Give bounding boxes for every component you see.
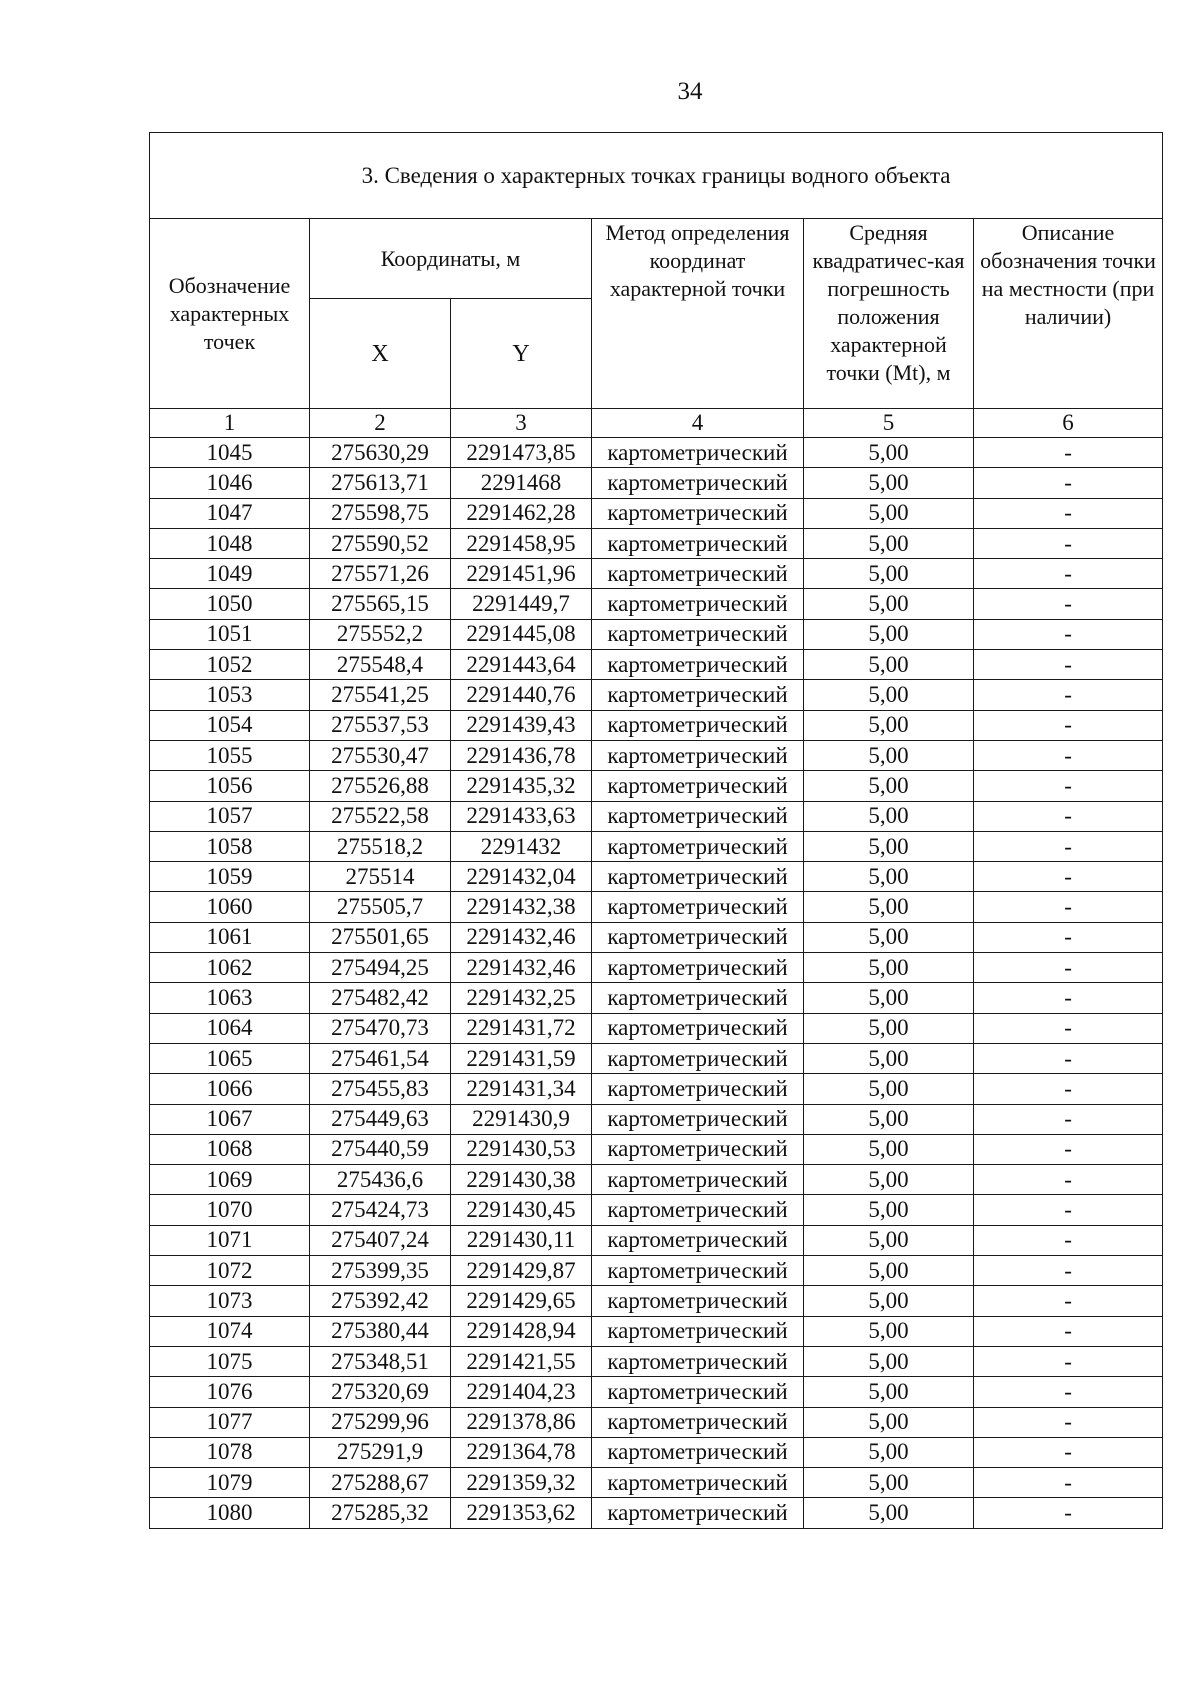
point-id-cell: 1057 [150,801,310,831]
description-cell: - [974,862,1163,892]
method-cell: картометрический [592,1165,804,1195]
y-coordinate-cell: 2291429,87 [451,1256,592,1286]
x-coordinate-cell: 275526,88 [310,771,451,801]
y-coordinate-cell: 2291430,11 [451,1225,592,1255]
x-coordinate-cell: 275285,32 [310,1498,451,1528]
y-coordinate-cell: 2291428,94 [451,1316,592,1346]
error-cell: 5,00 [804,1165,974,1195]
table-row [150,771,1163,801]
error-cell: 5,00 [804,1468,974,1498]
description-cell: - [974,801,1163,831]
error-cell: 5,00 [804,1256,974,1286]
y-coordinate-cell: 2291458,95 [451,528,592,558]
method-cell: картометрический [592,1074,804,1104]
y-coordinate-cell: 2291432,25 [451,983,592,1013]
description-cell: - [974,1377,1163,1407]
method-cell: картометрический [592,771,804,801]
y-coordinate-cell: 2291431,72 [451,1013,592,1043]
table-row [150,1013,1163,1043]
y-coordinate-cell: 2291432,46 [451,953,592,983]
x-coordinate-cell: 275613,71 [310,468,451,498]
error-cell: 5,00 [804,1074,974,1104]
method-cell: картометрический [592,1195,804,1225]
x-coordinate-cell: 275482,42 [310,983,451,1013]
point-id-cell: 1066 [150,1074,310,1104]
y-coordinate-cell: 2291429,65 [451,1286,592,1316]
error-cell: 5,00 [804,983,974,1013]
point-id-cell: 1077 [150,1407,310,1437]
point-id-cell: 1054 [150,710,310,740]
y-coordinate-cell: 2291431,59 [451,1043,592,1073]
table-row [150,559,1163,589]
description-cell: - [974,710,1163,740]
method-cell: картометрический [592,1437,804,1467]
error-cell: 5,00 [804,771,974,801]
table-row [150,1043,1163,1073]
method-cell: картометрический [592,1316,804,1346]
point-id-cell: 1076 [150,1377,310,1407]
error-cell: 5,00 [804,528,974,558]
y-coordinate-cell: 2291432,38 [451,892,592,922]
error-cell: 5,00 [804,559,974,589]
point-id-cell: 1080 [150,1498,310,1528]
x-coordinate-cell: 275348,51 [310,1346,451,1376]
y-coordinate-cell: 2291364,78 [451,1437,592,1467]
method-cell: картометрический [592,922,804,952]
y-coordinate-cell: 2291432,46 [451,922,592,952]
error-cell: 5,00 [804,1316,974,1346]
point-id-cell: 1078 [150,1437,310,1467]
description-cell: - [974,438,1163,468]
method-cell: картометрический [592,438,804,468]
point-id-cell: 1068 [150,1134,310,1164]
x-coordinate-cell: 275541,25 [310,680,451,710]
header-description: Описание обозначения точки на местности (при наличии) [974,219,1163,409]
x-coordinate-cell: 275514 [310,862,451,892]
y-coordinate-cell: 2291473,85 [451,438,592,468]
header-x: X [310,299,451,409]
table-row [150,710,1163,740]
column-numbers-row [150,409,1163,438]
x-coordinate-cell: 275291,9 [310,1437,451,1467]
table-row [150,1134,1163,1164]
y-coordinate-cell: 2291449,7 [451,589,592,619]
point-id-cell: 1075 [150,1346,310,1376]
x-coordinate-cell: 275537,53 [310,710,451,740]
table-row [150,650,1163,680]
description-cell: - [974,1407,1163,1437]
y-coordinate-cell: 2291436,78 [451,740,592,770]
method-cell: картометрический [592,983,804,1013]
y-coordinate-cell: 2291451,96 [451,559,592,589]
method-cell: картометрический [592,1256,804,1286]
table-row [150,528,1163,558]
point-id-cell: 1058 [150,831,310,861]
method-cell: картометрический [592,1013,804,1043]
table-row [150,892,1163,922]
description-cell: - [974,1043,1163,1073]
method-cell: картометрический [592,892,804,922]
description-cell: - [974,1498,1163,1528]
description-cell: - [974,589,1163,619]
description-cell: - [974,1437,1163,1467]
table-row [150,1195,1163,1225]
table-row [150,1074,1163,1104]
method-cell: картометрический [592,619,804,649]
y-coordinate-cell: 2291378,86 [451,1407,592,1437]
point-id-cell: 1047 [150,498,310,528]
x-coordinate-cell: 275494,25 [310,953,451,983]
error-cell: 5,00 [804,1225,974,1255]
x-coordinate-cell: 275598,75 [310,498,451,528]
point-id-cell: 1049 [150,559,310,589]
x-coordinate-cell: 275436,6 [310,1165,451,1195]
method-cell: картометрический [592,650,804,680]
table-row [150,1225,1163,1255]
error-cell: 5,00 [804,650,974,680]
method-cell: картометрический [592,710,804,740]
method-cell: картометрический [592,1407,804,1437]
header-error: Средняя квадратичес-кая погрешность положения характерной точки (Mt), м [804,219,974,409]
error-cell: 5,00 [804,498,974,528]
point-id-cell: 1052 [150,650,310,680]
point-id-cell: 1060 [150,892,310,922]
error-cell: 5,00 [804,1195,974,1225]
method-cell: картометрический [592,740,804,770]
point-id-cell: 1079 [150,1468,310,1498]
table-row [150,589,1163,619]
x-coordinate-cell: 275571,26 [310,559,451,589]
point-id-cell: 1045 [150,438,310,468]
table-row [150,862,1163,892]
y-coordinate-cell: 2291432,04 [451,862,592,892]
point-id-cell: 1071 [150,1225,310,1255]
y-coordinate-cell: 2291462,28 [451,498,592,528]
description-cell: - [974,1195,1163,1225]
point-id-cell: 1065 [150,1043,310,1073]
x-coordinate-cell: 275380,44 [310,1316,451,1346]
error-cell: 5,00 [804,831,974,861]
point-id-cell: 1069 [150,1165,310,1195]
x-coordinate-cell: 275288,67 [310,1468,451,1498]
table-row [150,1468,1163,1498]
y-coordinate-cell: 2291440,76 [451,680,592,710]
y-coordinate-cell: 2291439,43 [451,710,592,740]
x-coordinate-cell: 275518,2 [310,831,451,861]
x-coordinate-cell: 275530,47 [310,740,451,770]
description-cell: - [974,953,1163,983]
method-cell: картометрический [592,559,804,589]
point-id-cell: 1074 [150,1316,310,1346]
method-cell: картометрический [592,831,804,861]
point-id-cell: 1053 [150,680,310,710]
header-coordinates: Координаты, м [310,219,592,299]
description-cell: - [974,619,1163,649]
error-cell: 5,00 [804,710,974,740]
method-cell: картометрический [592,1498,804,1528]
x-coordinate-cell: 275392,42 [310,1286,451,1316]
method-cell: картометрический [592,1377,804,1407]
description-cell: - [974,740,1163,770]
point-id-cell: 1051 [150,619,310,649]
header-y: Y [451,299,592,409]
x-coordinate-cell: 275505,7 [310,892,451,922]
description-cell: - [974,498,1163,528]
y-coordinate-cell: 2291468 [451,468,592,498]
description-cell: - [974,1013,1163,1043]
error-cell: 5,00 [804,740,974,770]
table-row [150,498,1163,528]
header-designation: Обозначение характерных точек [150,219,310,409]
y-coordinate-cell: 2291432 [451,831,592,861]
error-cell: 5,00 [804,1043,974,1073]
description-cell: - [974,892,1163,922]
point-id-cell: 1062 [150,953,310,983]
table-row [150,1498,1163,1528]
table-row [150,1316,1163,1346]
y-coordinate-cell: 2291430,45 [451,1195,592,1225]
method-cell: картометрический [592,801,804,831]
method-cell: картометрический [592,680,804,710]
description-cell: - [974,771,1163,801]
table-title: 3. Сведения о характерных точках границы водного объекта [150,133,1163,219]
method-cell: картометрический [592,1043,804,1073]
description-cell: - [974,983,1163,1013]
description-cell: - [974,831,1163,861]
column-number: 6 [974,409,1163,438]
header-method: Метод определения координат характерной точки [592,219,804,409]
y-coordinate-cell: 2291430,38 [451,1165,592,1195]
x-coordinate-cell: 275455,83 [310,1074,451,1104]
error-cell: 5,00 [804,922,974,952]
column-number: 3 [451,409,592,438]
point-id-cell: 1072 [150,1256,310,1286]
x-coordinate-cell: 275461,54 [310,1043,451,1073]
x-coordinate-cell: 275565,15 [310,589,451,619]
error-cell: 5,00 [804,619,974,649]
table-row [150,801,1163,831]
table-row [150,1165,1163,1195]
method-cell: картометрический [592,468,804,498]
error-cell: 5,00 [804,1407,974,1437]
x-coordinate-cell: 275424,73 [310,1195,451,1225]
x-coordinate-cell: 275320,69 [310,1377,451,1407]
error-cell: 5,00 [804,1498,974,1528]
description-cell: - [974,1225,1163,1255]
table-row [150,619,1163,649]
method-cell: картометрический [592,1134,804,1164]
point-id-cell: 1056 [150,771,310,801]
x-coordinate-cell: 275552,2 [310,619,451,649]
error-cell: 5,00 [804,1346,974,1376]
description-cell: - [974,1286,1163,1316]
description-cell: - [974,1165,1163,1195]
description-cell: - [974,1256,1163,1286]
table-row [150,468,1163,498]
y-coordinate-cell: 2291430,9 [451,1104,592,1134]
table-row [150,1256,1163,1286]
column-number: 5 [804,409,974,438]
x-coordinate-cell: 275548,4 [310,650,451,680]
point-id-cell: 1067 [150,1104,310,1134]
table-row [150,438,1163,468]
method-cell: картометрический [592,1286,804,1316]
y-coordinate-cell: 2291431,34 [451,1074,592,1104]
method-cell: картометрический [592,589,804,619]
table-row [150,1104,1163,1134]
description-cell: - [974,1104,1163,1134]
description-cell: - [974,680,1163,710]
point-id-cell: 1061 [150,922,310,952]
description-cell: - [974,922,1163,952]
error-cell: 5,00 [804,468,974,498]
description-cell: - [974,1346,1163,1376]
table-row [150,680,1163,710]
description-cell: - [974,1316,1163,1346]
error-cell: 5,00 [804,1104,974,1134]
method-cell: картометрический [592,1225,804,1255]
point-id-cell: 1063 [150,983,310,1013]
method-cell: картометрический [592,1468,804,1498]
table-row [150,983,1163,1013]
table-row [150,1346,1163,1376]
x-coordinate-cell: 275501,65 [310,922,451,952]
point-id-cell: 1055 [150,740,310,770]
error-cell: 5,00 [804,801,974,831]
table-body [150,438,1163,1529]
x-coordinate-cell: 275399,35 [310,1256,451,1286]
y-coordinate-cell: 2291433,63 [451,801,592,831]
error-cell: 5,00 [804,1286,974,1316]
description-cell: - [974,1074,1163,1104]
error-cell: 5,00 [804,862,974,892]
x-coordinate-cell: 275299,96 [310,1407,451,1437]
method-cell: картометрический [592,862,804,892]
description-cell: - [974,650,1163,680]
point-id-cell: 1073 [150,1286,310,1316]
error-cell: 5,00 [804,438,974,468]
table-row [150,922,1163,952]
table-row [150,953,1163,983]
y-coordinate-cell: 2291435,32 [451,771,592,801]
column-number: 2 [310,409,451,438]
description-cell: - [974,559,1163,589]
method-cell: картометрический [592,498,804,528]
error-cell: 5,00 [804,680,974,710]
x-coordinate-cell: 275470,73 [310,1013,451,1043]
x-coordinate-cell: 275440,59 [310,1134,451,1164]
y-coordinate-cell: 2291430,53 [451,1134,592,1164]
error-cell: 5,00 [804,1134,974,1164]
point-id-cell: 1064 [150,1013,310,1043]
x-coordinate-cell: 275449,63 [310,1104,451,1134]
method-cell: картометрический [592,1104,804,1134]
table-row [150,1437,1163,1467]
y-coordinate-cell: 2291353,62 [451,1498,592,1528]
y-coordinate-cell: 2291421,55 [451,1346,592,1376]
point-id-cell: 1050 [150,589,310,619]
description-cell: - [974,528,1163,558]
page-number: 34 [677,78,703,105]
table-row [150,740,1163,770]
point-id-cell: 1059 [150,862,310,892]
y-coordinate-cell: 2291443,64 [451,650,592,680]
point-id-cell: 1048 [150,528,310,558]
y-coordinate-cell: 2291404,23 [451,1377,592,1407]
table-row [150,1377,1163,1407]
point-id-cell: 1070 [150,1195,310,1225]
error-cell: 5,00 [804,1377,974,1407]
x-coordinate-cell: 275522,58 [310,801,451,831]
table-row [150,831,1163,861]
y-coordinate-cell: 2291445,08 [451,619,592,649]
table-row [150,1407,1163,1437]
method-cell: картометрический [592,528,804,558]
y-coordinate-cell: 2291359,32 [451,1468,592,1498]
error-cell: 5,00 [804,1013,974,1043]
x-coordinate-cell: 275590,52 [310,528,451,558]
method-cell: картометрический [592,1346,804,1376]
column-number: 4 [592,409,804,438]
error-cell: 5,00 [804,589,974,619]
x-coordinate-cell: 275407,24 [310,1225,451,1255]
table-row [150,1286,1163,1316]
point-id-cell: 1046 [150,468,310,498]
column-number: 1 [150,409,310,438]
error-cell: 5,00 [804,892,974,922]
error-cell: 5,00 [804,953,974,983]
boundary-points-table [149,132,1163,1529]
description-cell: - [974,1468,1163,1498]
error-cell: 5,00 [804,1437,974,1467]
x-coordinate-cell: 275630,29 [310,438,451,468]
description-cell: - [974,468,1163,498]
description-cell: - [974,1134,1163,1164]
method-cell: картометрический [592,953,804,983]
